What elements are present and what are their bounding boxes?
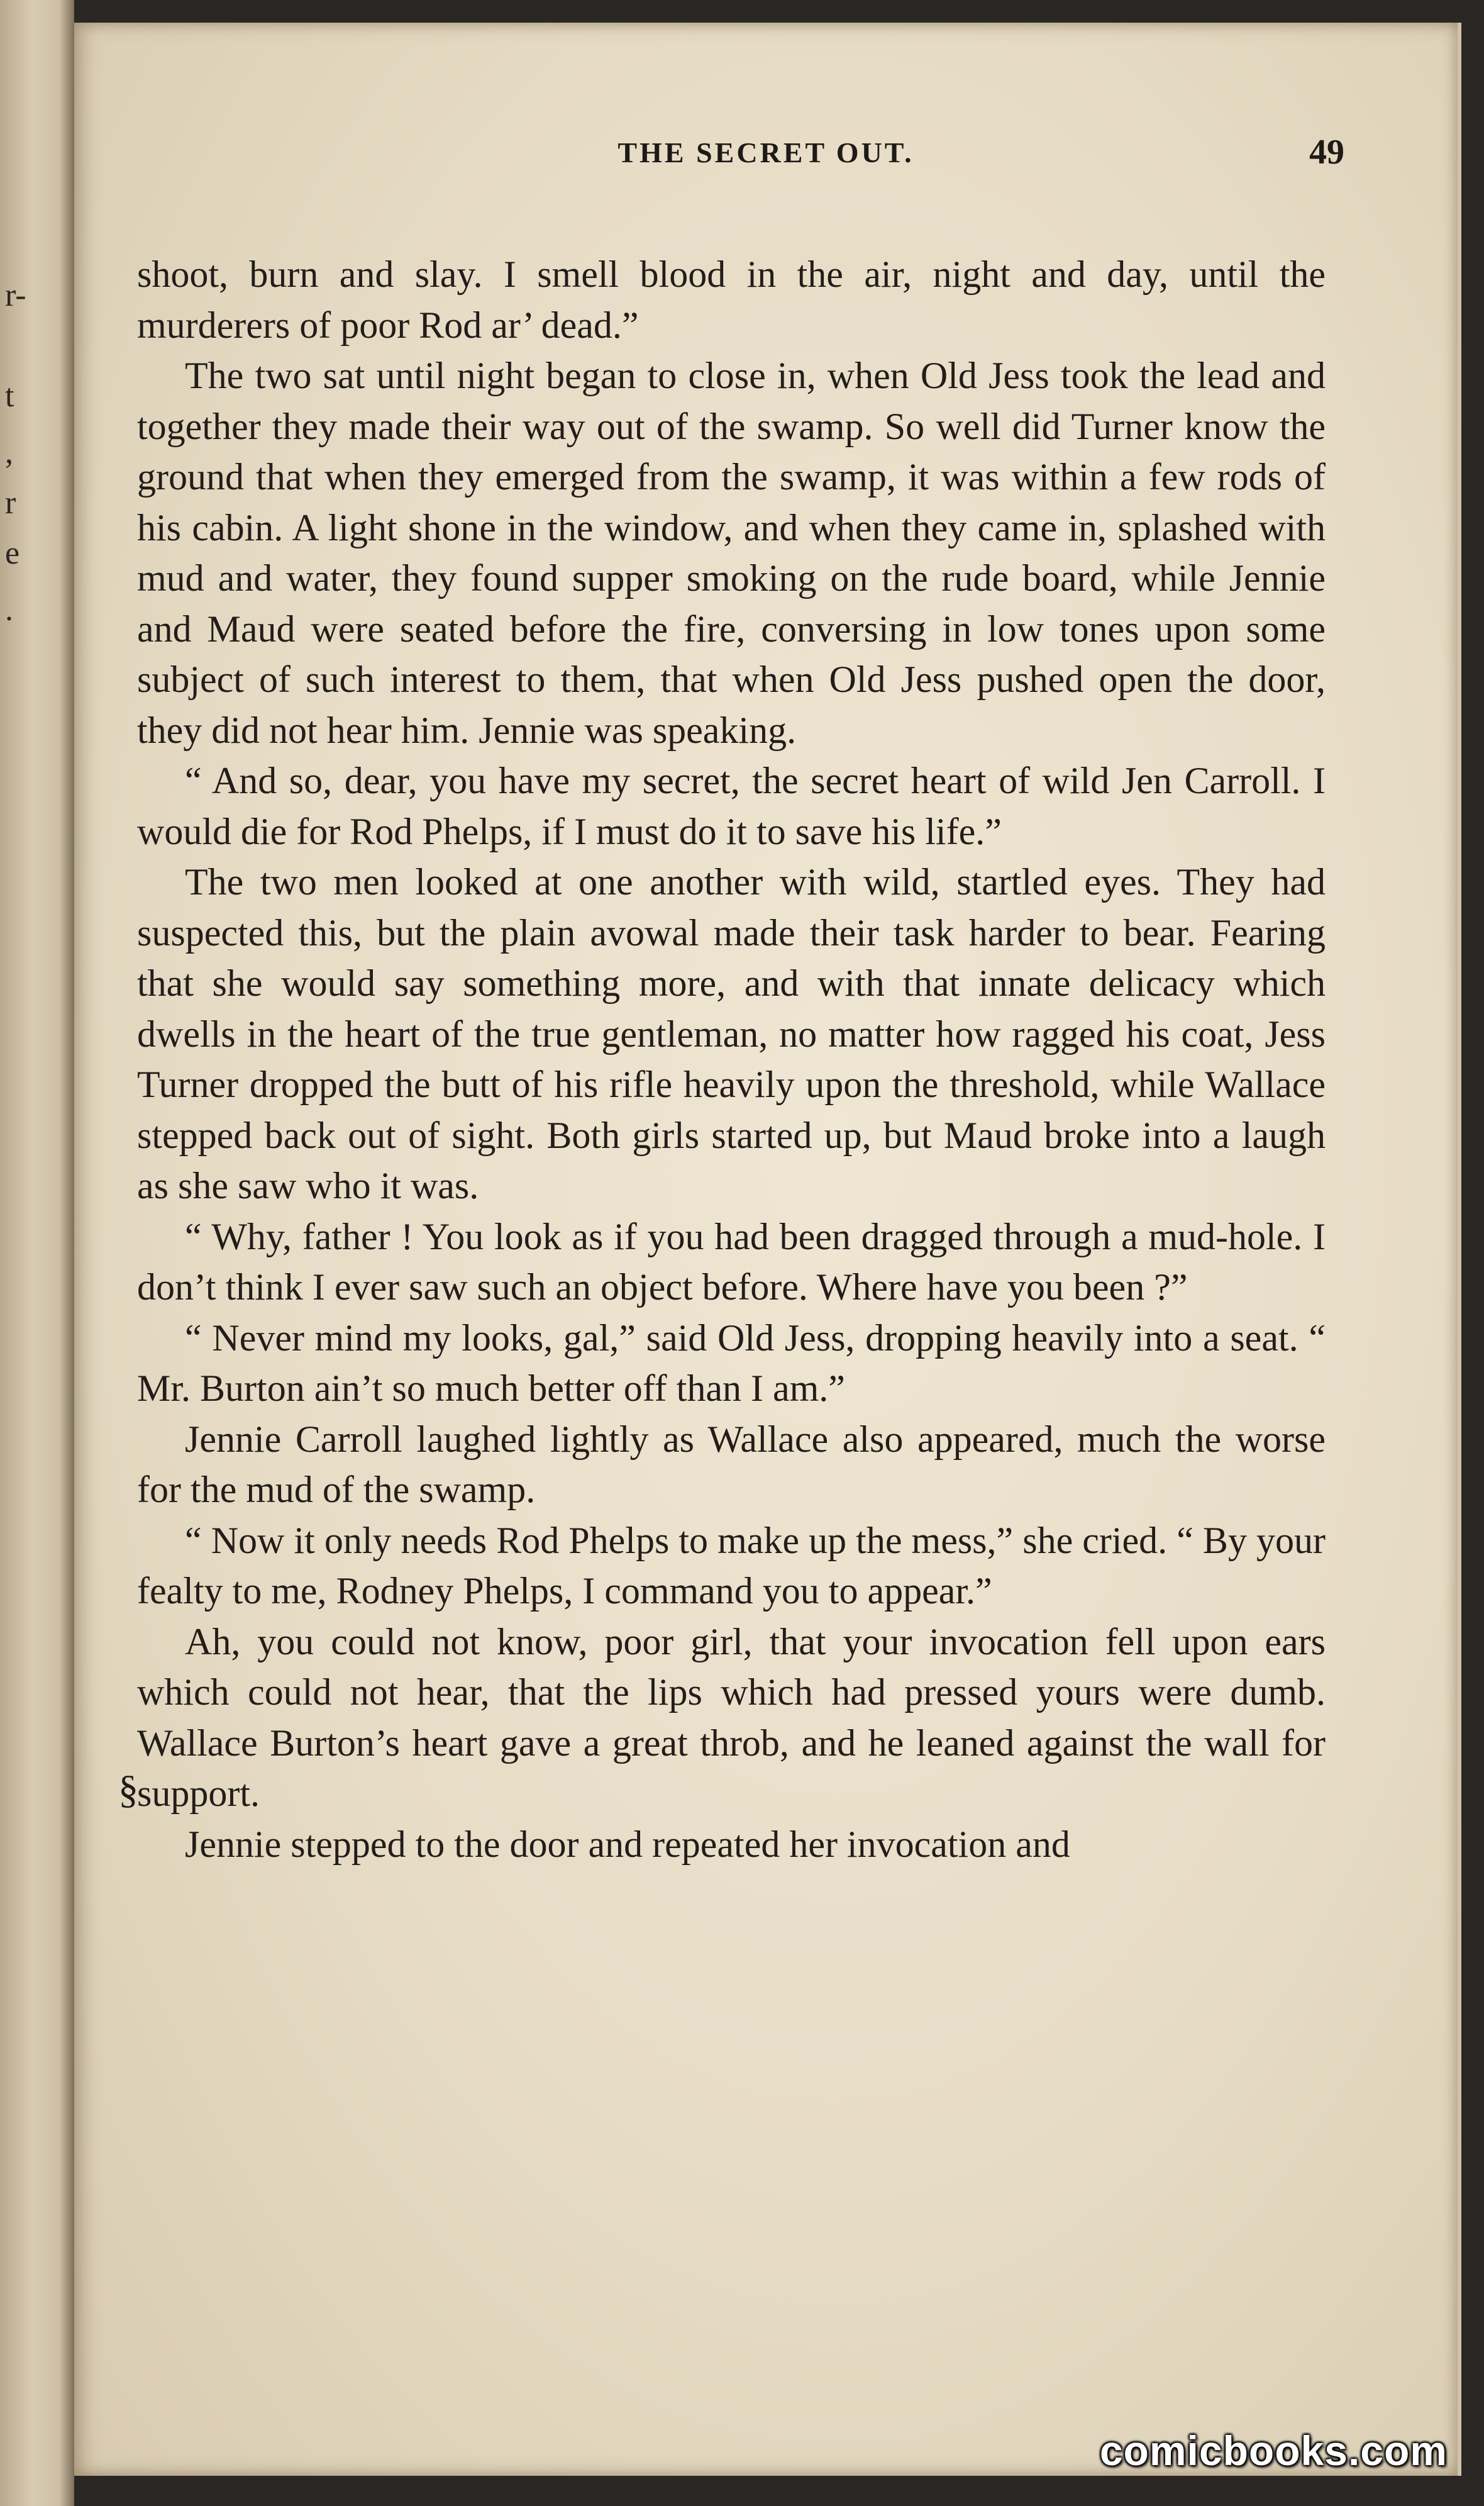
page-number: 49 [1309,133,1344,172]
watermark: comicbooks.com [1099,2427,1448,2474]
left-page-fragment: t [5,378,14,414]
left-page-fragment: . [5,592,13,628]
paragraph: The two men looked at one another with wild, startled eyes. They had suspected this, but the plain avowal made their task harder to bear. Fearing that she would say something more, and with that innate delicacy which dwells in the heart of the true gentleman, no matter how ragged his coat, Jess Turner dropped the butt of his rifle heavily upon the threshold, while Wallace stepped back out of sight. Both girls started up, but Maud broke into a laugh as she saw who it was. [137,861,1326,1206]
body-text [137,249,1326,1869]
paragraph: The two sat until night began to close in, when Old Jess took the lead and together they made their way out of the swamp. So well did Turner know the ground that when they emerged from the swamp, it was within a few rods of his cabin. A light shone in the window, and when they came in, splashed with mud and water, they found supper smoking on the rude board, while Jennie and Maud were seated before the fire, conversing in low tones upon some subject of such interest to them, that when Old Jess pushed open the door, they did not hear him. Jennie was speaking. [137,355,1326,751]
left-page-fragment: r [5,485,16,521]
paragraph: Jennie Carroll laughed lightly as Wallace also appeared, much the worse for the mud of the swamp. [137,1418,1326,1510]
margin-mark: § [118,1767,138,1812]
page-header [74,133,1458,186]
paragraph: “ Now it only needs Rod Phelps to make up the mess,” she cried. “ By your fealty to me, Rodney Phelps, I command you to appear.” [137,1519,1326,1612]
paragraph: shoot, burn and slay. I smell blood in the air, night and day, until the murderers of poor Rod ar’ dead.” [137,253,1326,346]
left-facing-page [0,0,74,2506]
paragraph: Jennie stepped to the door and repeated her invocation and [185,1823,1070,1865]
left-page-fragment: , [5,435,13,471]
left-page-fragment: e [5,535,20,571]
paragraph: Ah, you could not know, poor girl, that your invocation fell upon ears which could not hear, that the lips which had pressed yours were dumb. Wallace Burton’s heart gave a great throb, and he leaned against the wall for support. [137,1620,1326,1814]
paragraph: “ And so, dear, you have my secret, the secret heart of wild Jen Carroll. I would die for Rod Phelps, if I must do it to save his life.” [137,760,1326,852]
running-head: THE SECRET OUT. [617,136,914,169]
left-page-fragment: r- [5,277,26,313]
paragraph: “ Never mind my looks, gal,” said Old Jess, dropping heavily into a seat. “ Mr. Burton ain’t so much better off than I am.” [137,1317,1326,1409]
book-page [74,23,1461,2476]
paragraph: “ Why, father ! You look as if you had been dragged through a mud-hole. I don’t think I ever saw such an object before. Where have you been ?” [137,1215,1326,1308]
